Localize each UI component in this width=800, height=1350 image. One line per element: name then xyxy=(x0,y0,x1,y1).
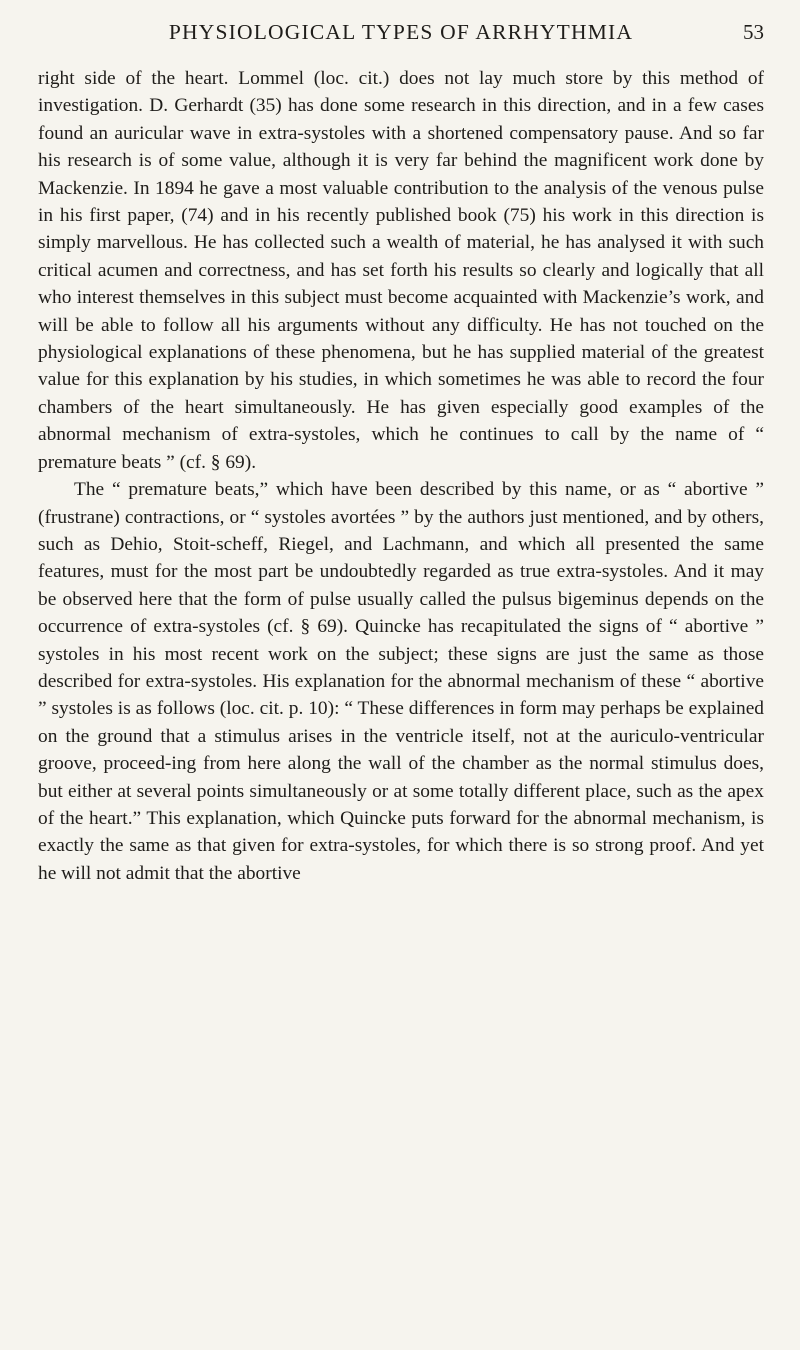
paragraph: right side of the heart. Lommel (loc. cit.) does not lay much store by this method of investigation. D. Gerhardt (35) has done some research in this direction, and in a few cases found an auricular wave in extra-systoles with a shortened compensatory pause. And so far his research is of some value, although it is very far behind the magnificent work done by Mackenzie. In 1894 he gave a most valuable contribution to the analysis of the venous pulse in his first paper, (74) and in his recently published book (75) his work in this direction is simply marvellous. He has collected such a wealth of material, he has analysed it with such critical acumen and correctness, and has set forth his results so clearly and logically that all who interest themselves in this subject must become acquainted with Mackenzie’s work, and will be able to follow all his arguments without any difficulty. He has not touched on the physiological explanations of these phenomena, but he has supplied material of the greatest value for this explanation by his studies, in which sometimes he was able to record the four chambers of the heart simultaneously. He has given especially good examples of the abnormal mechanism of extra-systoles, which he continues to call by the name of “ premature beats ” (cf. § 69). xyxy=(38,68,764,473)
paragraph: The “ premature beats,” which have been described by this name, or as “ abortive ” (frustrane) contractions, or “ systoles avortées ” by the authors just mentioned, and by others, such as Dehio, Stoit-scheff, Riegel, and Lachmann, and which all presented the same features, must for the most part be undoubtedly regarded as true extra-systoles. And it may be observed here that the form of pulse usually called the pulsus bigeminus depends on the occurrence of extra-systoles (cf. § 69). Quincke has recapitulated the signs of “ abortive ” systoles in his most recent work on the subject; these signs are just the same as those described for extra-systoles. His explanation for the abnormal mechanism of these “ abortive ” systoles is as follows (loc. cit. p. 10): “ These differences in form may perhaps be explained on the ground that a stimulus arises in the ventricle itself, not at the auriculo-ventricular groove, proceed-ing from here along the wall of the chamber as the normal stimulus does, but either at several points simultaneously or at some totally different place, such as the apex of the heart.” This explanation, which Quincke puts forward for the abnormal mechanism, is exactly the same as that given for extra-systoles, for which there is so strong proof. And yet he will not admit that the abortive xyxy=(38,479,764,884)
page-header xyxy=(38,12,764,52)
running-head: PHYSIOLOGICAL TYPES OF ARRHYTHMIA xyxy=(168,20,634,44)
page-number: 53 xyxy=(743,20,764,44)
body-text xyxy=(38,65,764,887)
